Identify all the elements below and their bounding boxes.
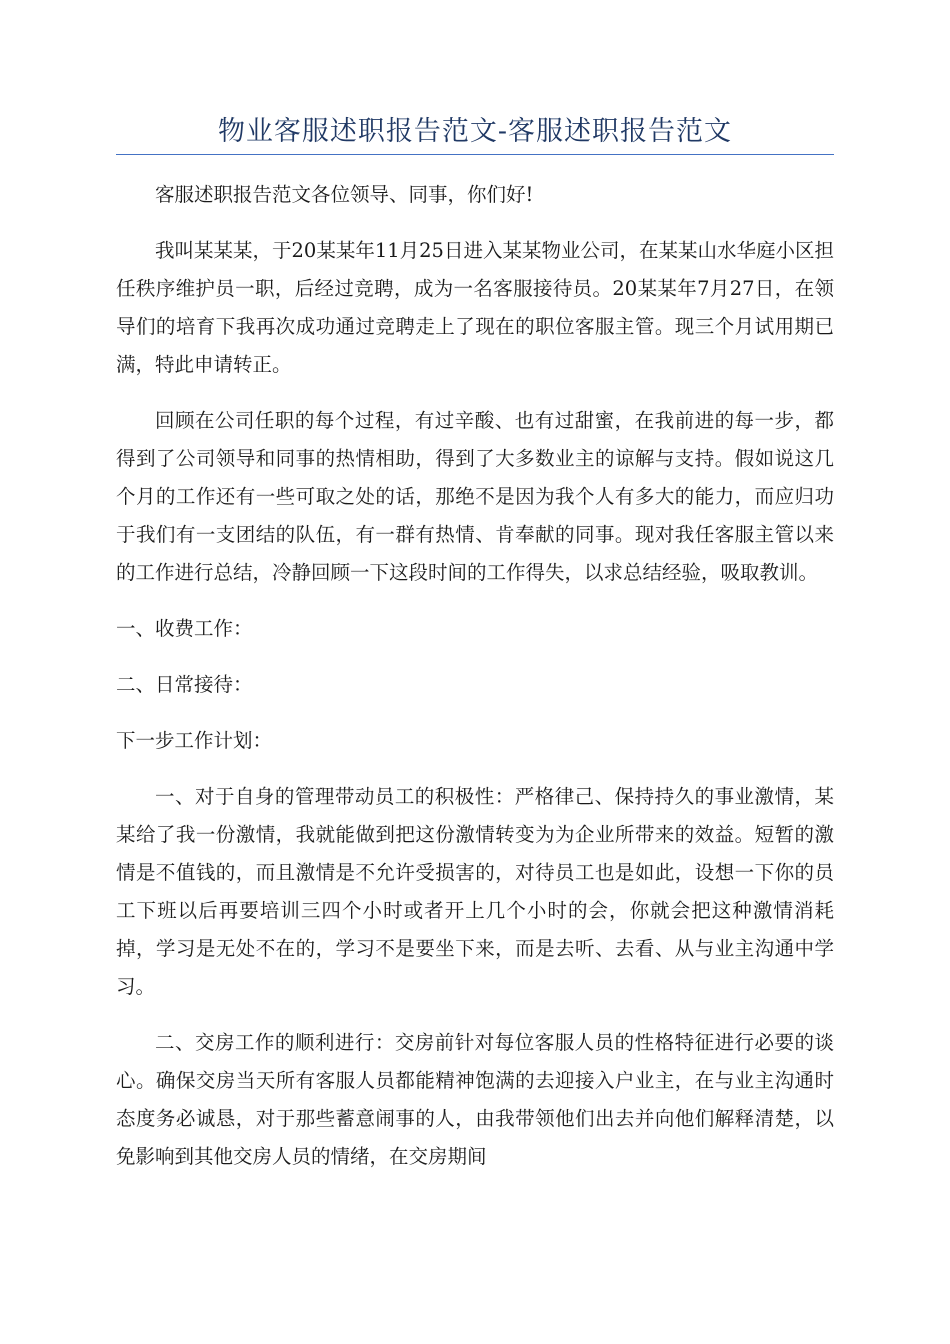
- heading-fee-work: 一、收费工作：: [116, 617, 253, 640]
- document-title: 物业客服述职报告范文-客服述职报告范文: [217, 116, 733, 147]
- paragraph-plan-item-1: 一、对于自身的管理带动员工的积极性：严格律己、保持持久的事业激情，某某给了我一份激情，我就能做到把这份激情转变为为企业所带来的效益。短暂的激情是不值钱的，而且激情是不允许受损害的，对待员工也是如此，设想一下你的员工下班以后再要培训三四个小时或者开上几个小时的会，你就会把这种激情消耗掉，学习是无处不在的，学习不是要坐下来，而是去听、去看、从与业主沟通中学习。: [116, 785, 834, 998]
- document-body: [116, 176, 834, 1194]
- title-underline: [116, 154, 834, 155]
- heading-daily-reception: 二、日常接待：: [116, 673, 253, 696]
- paragraph-plan-item-2: 二、交房工作的顺利进行：交房前针对每位客服人员的性格特征进行必要的谈心。确保交房当天所有客服人员都能精神饱满的去迎接入户业主，在与业主沟通时态度务必诚恳，对于那些蓄意闹事的人，由我带领他们出去并向他们解释清楚，以免影响到其他交房人员的情绪，在交房期间: [116, 1031, 834, 1168]
- paragraph-greeting: 客服述职报告范文各位领导、同事，你们好!: [155, 183, 534, 206]
- paragraph-review: 回顾在公司任职的每个过程，有过辛酸、也有过甜蜜，在我前进的每一步，都得到了公司领导和同事的热情相助，得到了大多数业主的谅解与支持。假如说这几个月的工作还有一些可取之处的话，那绝不是因为我个人有多大的能力，而应归功于我们有一支团结的队伍，有一群有热情、肯奉献的同事。现对我任客服主管以来的工作进行总结，冷静回顾一下这段时间的工作得失，以求总结经验，吸取教训。: [116, 409, 834, 584]
- heading-next-plan: 下一步工作计划：: [116, 729, 273, 752]
- paragraph-introduction: 我叫某某某，于20某某年11月25日进入某某物业公司，在某某山水华庭小区担任秩序维护员一职，后经过竞聘，成为一名客服接待员。20某某年7月27日，在领导们的培育下我再次成功通过竞聘走上了现在的职位客服主管。现三个月试用期已满，特此申请转正。: [116, 239, 834, 376]
